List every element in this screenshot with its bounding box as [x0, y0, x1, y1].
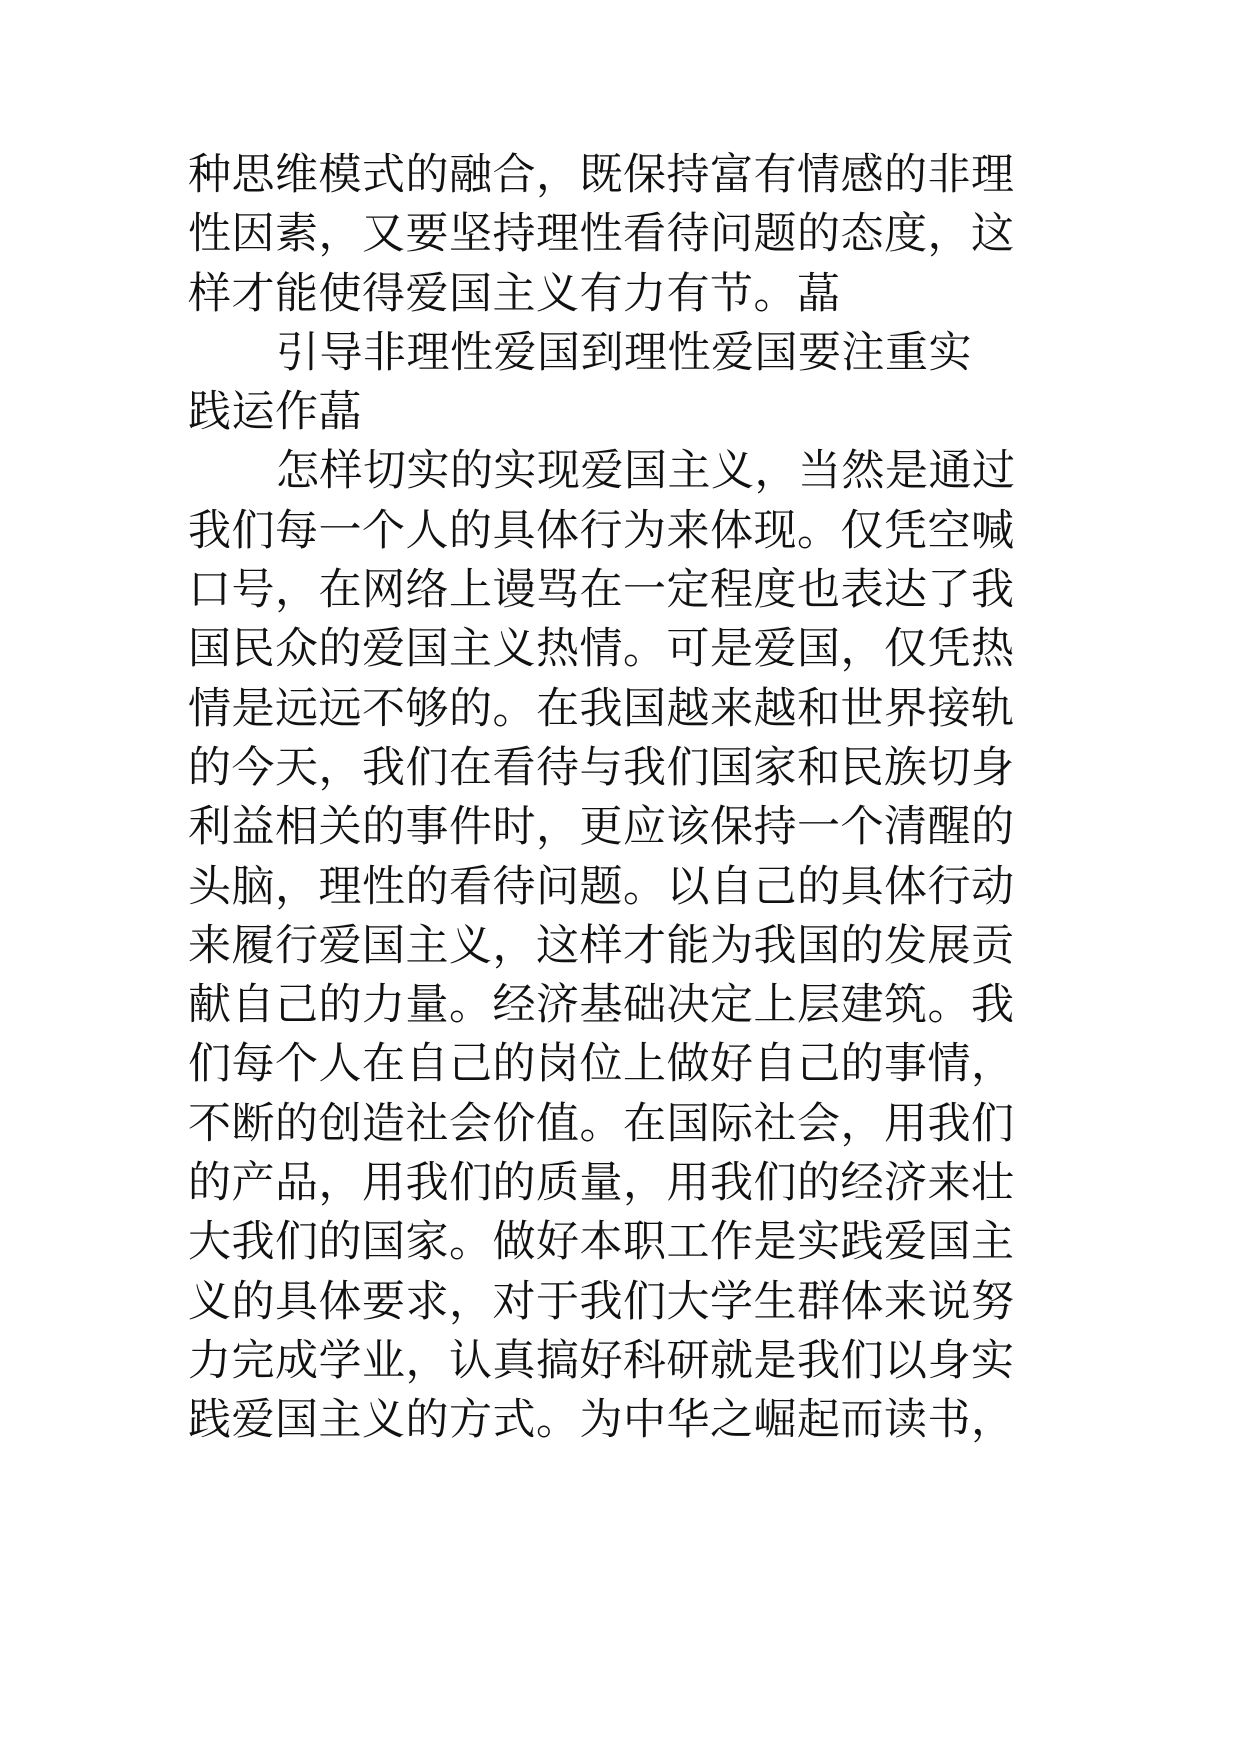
text-line: 国民众的爱国主义热情。可是爱国，仅凭热 — [188, 624, 1015, 675]
text-line: 献自己的力量。经济基础决定上层建筑。我 — [188, 980, 1015, 1031]
paragraph-first-line: 怎样切实的实现爱国主义，当然是通过 — [276, 446, 1016, 497]
text-line: 的产品，用我们的质量，用我们的经济来壮 — [188, 1158, 1015, 1209]
text-line: 的今天，我们在看待与我们国家和民族切身 — [188, 742, 1015, 793]
text-line: 利益相关的事件时，更应该保持一个清醒的 — [188, 802, 1015, 853]
text-line: 不断的创造社会价值。在国际社会，用我们 — [188, 1098, 1015, 1149]
text-line: 力完成学业，认真搞好科研就是我们以身实 — [188, 1335, 1015, 1386]
body-text — [188, 146, 1088, 1451]
text-line: 头脑，理性的看待问题。以自己的具体行动 — [188, 861, 1015, 912]
section-heading-line: 引导非理性爱国到理性爱国要注重实 — [276, 327, 972, 378]
text-line: 性因素，又要坚持理性看待问题的态度，这 — [188, 209, 1015, 260]
text-line: 样才能使得爱国主义有力有节。蕌 — [188, 268, 841, 319]
section-heading-line: 践运作蕌 — [188, 387, 362, 438]
text-line: 我们每一个人的具体行为来体现。仅凭空喊 — [188, 505, 1015, 556]
text-line: 大我们的国家。做好本职工作是实践爱国主 — [188, 1217, 1015, 1268]
text-line: 种思维模式的融合，既保持富有情感的非理 — [188, 150, 1015, 200]
text-line: 情是远远不够的。在我国越来越和世界接轨 — [188, 683, 1015, 734]
text-line: 践爱国主义的方式。为中华之崛起而读书， — [188, 1395, 1015, 1446]
text-line: 来履行爱国主义，这样才能为我国的发展贡 — [188, 920, 1015, 971]
text-line: 口号，在网络上谩骂在一定程度也表达了我 — [188, 565, 1015, 616]
text-line: 义的具体要求，对于我们大学生群体来说努 — [188, 1276, 1015, 1327]
text-line: 们每个人在自己的岗位上做好自己的事情， — [188, 1039, 1015, 1090]
